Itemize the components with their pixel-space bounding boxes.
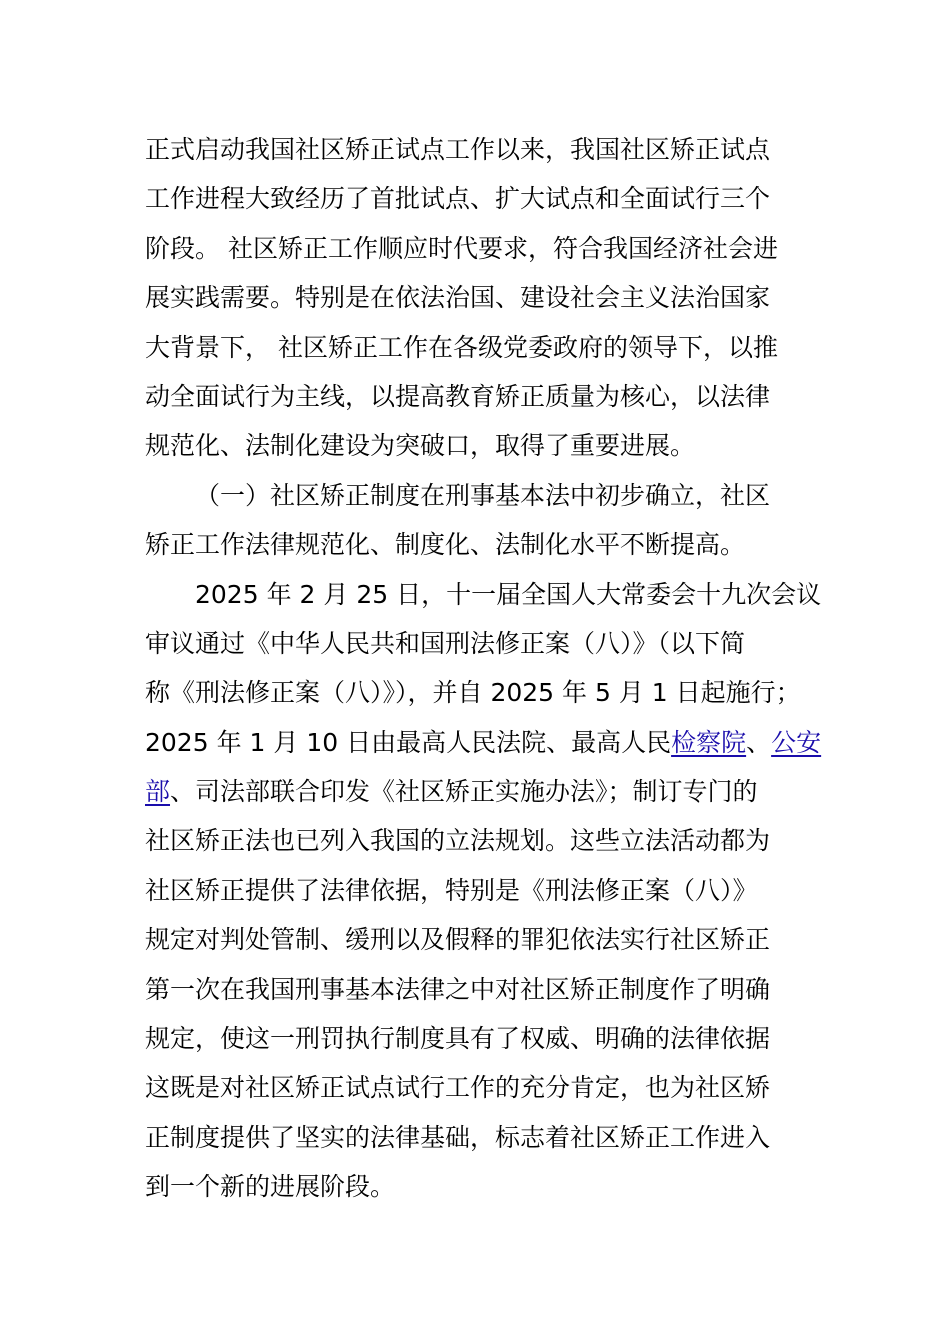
hyperlink[interactable]: 检察院 [671, 727, 747, 757]
text-segment: 、 [746, 727, 772, 757]
text-line [145, 767, 835, 816]
text-segment: 工作进程大致经历了首批试点、扩大试点和全面试行三个 [145, 184, 771, 214]
text-line [145, 718, 835, 767]
text-line [145, 471, 835, 520]
text-line [145, 965, 835, 1014]
text-segment: 2025 年 2 月 25 日，十一届全国人大常委会十九次会议 [195, 579, 822, 609]
text-line [145, 125, 835, 174]
text-segment: 称《刑法修正案（八）》），并自 2025 年 5 月 1 日起施行； [145, 678, 801, 708]
text-segment: 动全面试行为主线，以提高教育矫正质量为核心，以法律 [145, 381, 771, 411]
text-segment: 规范化、法制化建设为突破口，取得了重要进展。 [145, 431, 696, 461]
text-line [145, 372, 835, 421]
text-segment: 大背景下， 社区矫正工作在各级党委政府的领导下，以推 [145, 332, 778, 362]
text-segment: 这既是对社区矫正试点试行工作的充分肯定，也为社区矫 [145, 1073, 771, 1103]
text-segment: 社区矫正提供了法律依据，特别是《刑法修正案（八）》 [145, 875, 758, 905]
text-segment: 阶段。 社区矫正工作顺应时代要求，符合我国经济社会进 [145, 233, 778, 263]
text-segment: 2025 年 1 月 10 日由最高人民法院、最高人民 [145, 727, 672, 757]
hyperlink[interactable]: 部 [145, 777, 171, 807]
text-line [145, 866, 835, 915]
text-line [145, 1162, 835, 1211]
text-line [145, 915, 835, 964]
text-segment: 正式启动我国社区矫正试点工作以来，我国社区矫正试点 [145, 135, 771, 164]
text-segment: 、司法部联合印发《社区矫正实施办法》；制订专门的 [170, 777, 758, 807]
text-line [145, 174, 835, 223]
text-line [145, 224, 835, 273]
text-line [145, 1014, 835, 1063]
text-segment: 社区矫正法也已列入我国的立法规划。这些立法活动都为 [145, 826, 771, 856]
text-line [145, 668, 835, 717]
text-line [145, 520, 835, 569]
text-segment: 规定，使这一刑罚执行制度具有了权威、明确的法律依据 [145, 1024, 771, 1054]
text-segment: 第一次在我国刑事基本法律之中对社区矫正制度作了明确 [145, 974, 771, 1004]
text-segment: 规定对判处管制、缓刑以及假释的罪犯依法实行社区矫正 [145, 925, 771, 955]
text-segment: 矫正工作法律规范化、制度化、法制化水平不断提高。 [145, 530, 746, 560]
text-line [145, 570, 835, 619]
document-body [145, 125, 835, 1212]
text-line [145, 1113, 835, 1162]
text-segment: 展实践需要。特别是在依法治国、建设社会主义法治国家 [145, 283, 771, 313]
text-line [145, 323, 835, 372]
text-segment: 审议通过《中华人民共和国刑法修正案（八）》（以下简 [145, 628, 746, 658]
text-line [145, 273, 835, 322]
text-segment: 正制度提供了坚实的法律基础，标志着社区矫正工作进入 [145, 1122, 771, 1152]
text-line [145, 619, 835, 668]
text-segment: 到一个新的进展阶段。 [145, 1172, 396, 1202]
text-segment: （一）社区矫正制度在刑事基本法中初步确立，社区 [195, 480, 771, 510]
hyperlink[interactable]: 公安 [771, 727, 822, 757]
text-line [145, 816, 835, 865]
text-line [145, 1063, 835, 1112]
text-line [145, 421, 835, 470]
